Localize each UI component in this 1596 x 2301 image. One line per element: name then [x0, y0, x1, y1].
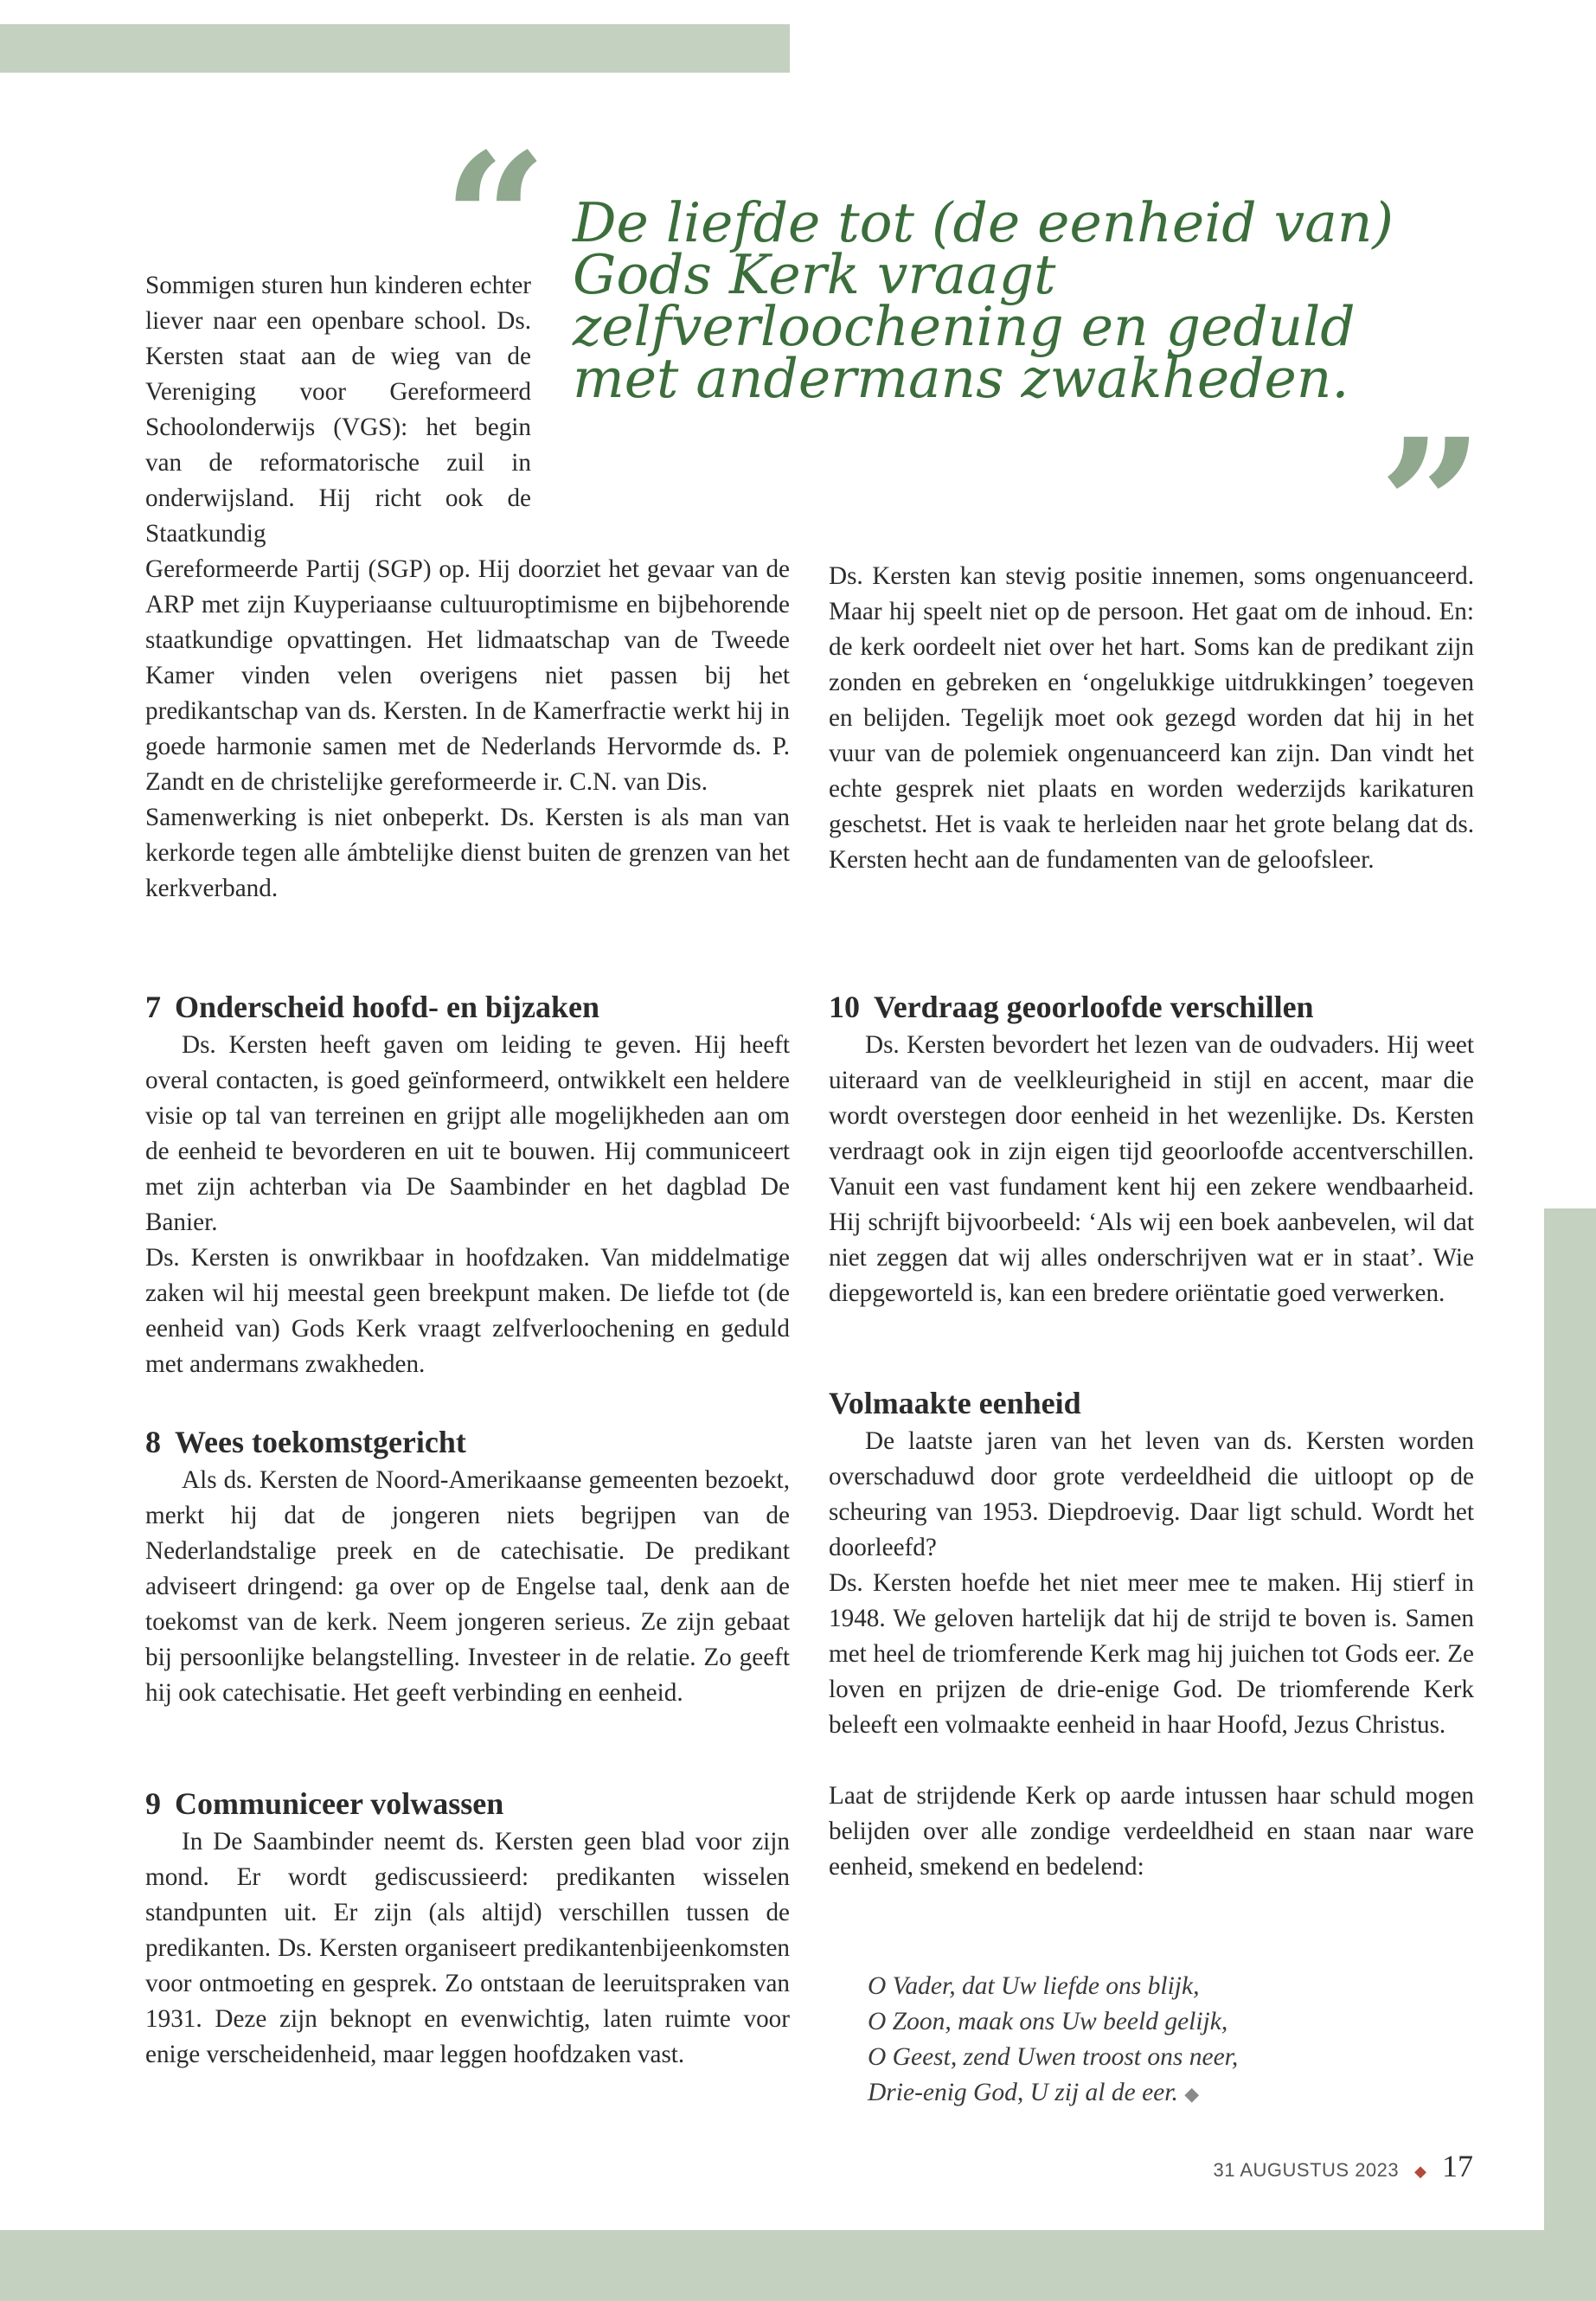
- page-number: 17: [1442, 2149, 1473, 2183]
- section-heading: Volmaakte eenheid: [829, 1386, 1081, 1420]
- section-paragraph: Ds. Kersten bevordert het lezen van de oudvaders. Hij weet uiteraard van de veelkleurigheid in stijl en accent, maar die wordt overstegen door eenheid in het wezenlijke. Ds. Kersten verdraagt ook in zijn eigen tijd geoorloofde accentverschillen. Vanuit een vast fundament kent hij een zekere wendbaarheid. Hij schrijft bijvoorbeeld: ‘Als wij een boek aanbevelen, wil dat niet zeggen dat wij alles onderschrijven wat er in staat’. Wie diepgeworteld is, kan een bredere oriëntatie goed verwerken.: [829, 1031, 1474, 1307]
- decorative-band-bottom: [0, 2230, 1596, 2301]
- intro-paragraph: Gereformeerde Partij (SGP) op. Hij doorziet het gevaar van de ARP met zijn Kuyperiaanse cultuuroptimisme en bijbehorende staatkundige opvattingen. Het lidmaatschap van de Tweede Kamer vinden velen overigens niet passen bij het predikantschap van ds. Kersten. In de Kamerfractie werkt hij in goede harmonie samen met de Nederlands Hervormde ds. P. Zandt en de christelijke gereformeerde ir. C.N. van Dis.: [145, 555, 790, 796]
- section-paragraph: In De Saambinder neemt ds. Kersten geen blad voor zijn mond. Er wordt gediscussieerd: predikanten wisselen standpunten uit. Er zijn (als altijd) verschillen tussen de predikanten. Ds. Kersten organiseert predikantenbijeenkomsten voor ontmoeting en gesprek. Zo ontstaan de leeruitspraken van 1931. Deze zijn beknopt en evenwichtig, laten ruimte voor enige verscheidenheid, maar leggen hoofdzaken vast.: [145, 1828, 790, 2068]
- end-diamond-icon: ◆: [1184, 2083, 1200, 2105]
- section-10: [829, 988, 1474, 1311]
- intro-paragraph: Samenwerking is niet onbeperkt. Ds. Kersten is als man van kerkorde tegen alle ámbtelijke dienst buiten de grenzen van het kerkverband.: [145, 804, 790, 902]
- right-column-paragraph: Ds. Kersten kan stevig positie innemen, soms ongenuanceerd. Maar hij speelt niet op de persoon. Het gaat om de inhoud. En: de kerk oordeelt niet over het hart. Soms kan de predikant zijn zonden en gebreken en ‘ongelukkige uitdrukkingen’ toegeven en belijden. Tegelijk moet ook gezegd worden dat hij in het vuur van de polemiek ongenuanceerd kan zijn. Dan vindt het echte gesprek niet plaats en worden wederzijds karikaturen geschetst. Het is vaak te herleiden naar het grote belang dat ds. Kersten hecht aan de fundamenten van de geloofsleer.: [829, 562, 1474, 874]
- footer-date: 31 AUGUSTUS 2023: [1213, 2159, 1400, 2181]
- close-quote-mark: ”: [1379, 399, 1484, 612]
- section-9: [145, 1785, 790, 2073]
- section-paragraph: Ds. Kersten is onwrikbaar in hoofdzaken. Van middelmatige zaken wil hij meestal geen breekpunt maken. De liefde tot (de eenheid van) Gods Kerk vraagt zelfverloochening en geduld met andermans zwakheden.: [145, 1244, 790, 1378]
- open-quote-mark: “: [443, 113, 548, 327]
- section-number: 10: [829, 990, 860, 1024]
- pull-quote-line: met andermans zwakheden.: [573, 347, 1349, 410]
- section-title: Verdraag geoorloofde verschillen: [874, 990, 1314, 1024]
- section-paragraph: Ds. Kersten hoefde het niet meer mee te maken. Hij stierf in 1948. We geloven hartelijk dat hij de strijd te boven is. Samen met heel de triomferende Kerk mag hij juichen tot Gods eer. Ze loven en prijzen de drie-enige God. De triomferende Kerk beleeft een volmaakte eenheid in haar Hoofd, Jezus Christus.: [829, 1569, 1474, 1739]
- section-number: 7: [145, 990, 161, 1024]
- poem-line: O Geest, zend Uwen troost ons neer,: [868, 2043, 1239, 2071]
- section-title: Communiceer volwassen: [175, 1786, 504, 1821]
- section-heading: [145, 1423, 790, 1461]
- section-heading: [145, 988, 790, 1026]
- section-title: Onderscheid hoofd- en bijzaken: [175, 990, 600, 1024]
- section-title: Wees toekomstgericht: [175, 1425, 466, 1459]
- section-number: 9: [145, 1786, 161, 1821]
- pull-quote-line: Gods Kerk vraagt: [573, 243, 1056, 306]
- poem-line: O Zoon, maak ons Uw beeld gelijk,: [868, 2008, 1228, 2035]
- section-heading: [145, 1785, 790, 1823]
- decorative-band-top: [0, 24, 790, 73]
- poem-line-last: [868, 2075, 1473, 2112]
- section-paragraph: Als ds. Kersten de Noord-Amerikaanse gemeenten bezoekt, merkt hij dat de jongeren niets begrijpen van de Nederlandstalige preek en de catechisatie. De predikant adviseert dringend: ga over op de Engelse taal, denk aan de toekomst van de kerk. Neem jongeren serieus. Ze zijn gebaat bij persoonlijke belangstelling. Investeer in de relatie. Zo geeft hij ook catechisatie. Het geeft verbinding en eenheid.: [145, 1466, 790, 1707]
- section-number: 8: [145, 1425, 161, 1459]
- section-7: [145, 988, 790, 1382]
- section-paragraph: De laatste jaren van het leven van ds. Kersten worden overschaduwd door grote verdeeldheid die uitloopt op de scheuring van 1953. Diepdroevig. Daar ligt schuld. Wordt het doorleefd?: [829, 1427, 1474, 1561]
- poem-line: O Vader, dat Uw liefde ons blijk,: [868, 1972, 1200, 2000]
- decorative-band-right: [1544, 1208, 1596, 2301]
- intro-paragraph-narrow: Sommigen sturen hun kinderen echter liever naar een openbare school. Ds. Kersten staat aan de wieg van de Vereniging voor Gereformeerd Schoolonderwijs (VGS): het begin van de reformatorische zuil in onderwijsland. Hij richt ook de Staatkundig: [145, 272, 531, 548]
- poem: [868, 1969, 1473, 2112]
- section-volmaakte-eenheid: [829, 1384, 1474, 1885]
- pull-quote-line: De liefde tot (de eenheid van): [573, 191, 1394, 254]
- pull-quote-line: zelfverloochening en geduld: [573, 295, 1356, 358]
- intro-paragraphs-wide: [145, 552, 790, 907]
- pull-quote: [573, 191, 1550, 410]
- section-paragraph: Laat de strijdende Kerk op aarde intussen haar schuld mogen belijden over alle zondige verdeeldheid en staan naar ware eenheid, smekend en bedelend:: [829, 1782, 1474, 1881]
- footer-diamond-icon: ◆: [1414, 2163, 1426, 2180]
- page-footer: [1213, 2148, 1473, 2184]
- section-heading: [829, 988, 1474, 1026]
- poem-line-text: Drie-enig God, U zij al de eer.: [868, 2079, 1178, 2106]
- section-paragraph: Ds. Kersten heeft gaven om leiding te geven. Hij heeft overal contacten, is goed geïnformeerd, ontwikkelt een heldere visie op tal van terreinen en grijpt alle mogelijkheden aan om de eenheid te bevorderen en uit te bouwen. Hij communiceert met zijn achterban via De Saambinder en het dagblad De Banier.: [145, 1031, 790, 1236]
- section-8: [145, 1423, 790, 1711]
